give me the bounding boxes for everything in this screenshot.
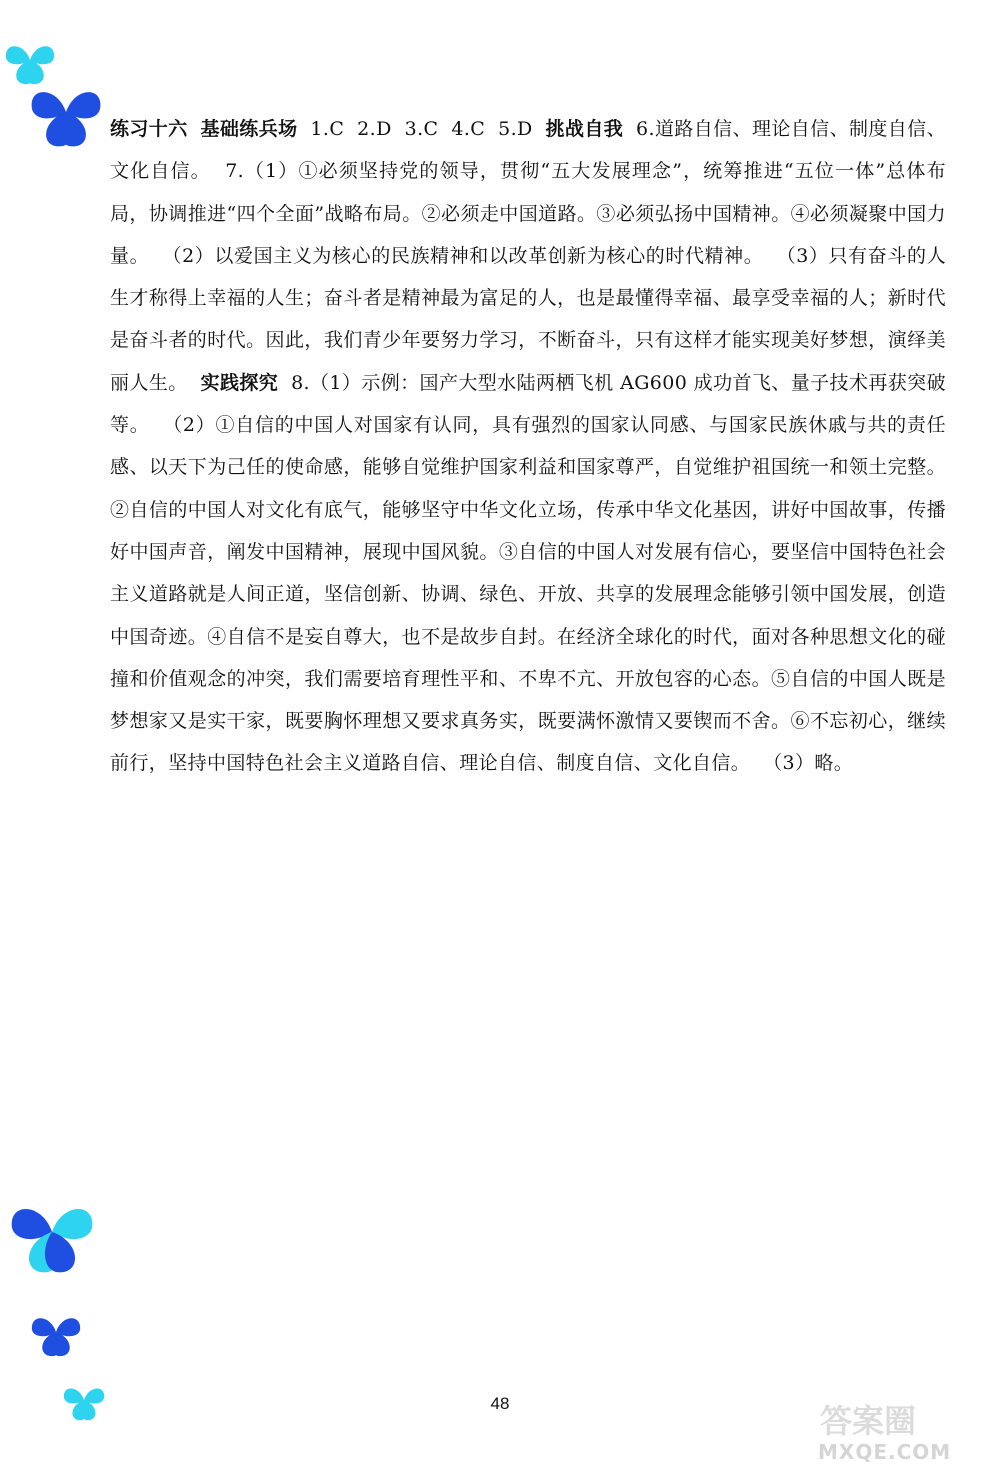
clover-light-icon	[6, 46, 54, 84]
answer-text-block	[110, 108, 946, 785]
answer-text-segment	[188, 118, 201, 140]
watermark	[812, 1400, 992, 1466]
section-heading: 实践探究	[200, 371, 279, 394]
section-heading: 基础练兵场	[200, 118, 298, 140]
watermark-text: MXQE.COM	[818, 1440, 952, 1464]
clover-decoration-top-left	[0, 30, 112, 160]
watermark-logo-icon	[820, 1400, 980, 1440]
svg-text:答案圈: 答案圈	[820, 1402, 917, 1440]
page-number: 48	[490, 1394, 510, 1413]
clover-dark-small-icon	[32, 1318, 80, 1356]
answer-text-segment: 8.（1）示例：国产大型水陆两栖飞机 AG600 成功首飞、量子技术再获突破等。 （2）①自信的中国人对国家有认同，具有强烈的国家认同感、与国家民族休戚与共的责任感、以天下为己任的使命感，能够自觉维护国家利益和国家尊严，自觉维护祖国统一和领土完整。②自信的中国人对文化有底气，能够坚守中华文化立场，传承中华文化基因，讲好中国故事，传播好中国声音，阐发中国精神，展现中国风貌。③自信的中国人对发展有信心，要坚信中国特色社会主义道路就是人间正道，坚信创新、协调、绿色、开放、共享的发展理念能够引领中国发展，创造中国奇迹。④自信不是妄自尊大，也不是故步自封。在经济全球化的时代，面对各种思想文化的碰撞和价值观念的冲突，我们需要培育理性平和、不卑不亢、开放包容的心态。⑤自信的中国人既是梦想家又是实干家，既要胸怀理想又要求真务实，既要满怀激情又要锲而不舍。⑥不忘初心，继续前行，坚持中国特色社会主义道路自信、理论自信、制度自信、文化自信。 （3）略。	[110, 371, 946, 775]
section-heading: 挑战自我	[545, 118, 624, 140]
section-heading: 练习十六	[110, 118, 188, 140]
clover-dark-icon	[32, 92, 101, 146]
answer-text-segment: 6.道路自信、理论自信、制度自信、文化自信。 7.（1）①必须坚持党的领导，贯彻“五大发展理念”，统筹推进“五位一体”总体布局，协调推进“四个全面”战略布局。②必须走中国道路。③必须弘扬中国精神。④必须凝聚中国力量。 （2）以爱国主义为核心的民族精神和以改革创新为核心的时代精神。 （3）只有奋斗的人生才称得上幸福的人生；奋斗者是精神最为富足的人，也是最懂得幸福、最享受幸福的人；新时代是奋斗者的时代。因此，我们青少年要努力学习，不断奋斗，只有这样才能实现美好梦想，演绎美丽人生。	[110, 118, 946, 394]
clover-dark-large-icon	[12, 1209, 93, 1272]
answer-text-segment: 1.C 2.D 3.C 4.C 5.D	[297, 118, 546, 140]
